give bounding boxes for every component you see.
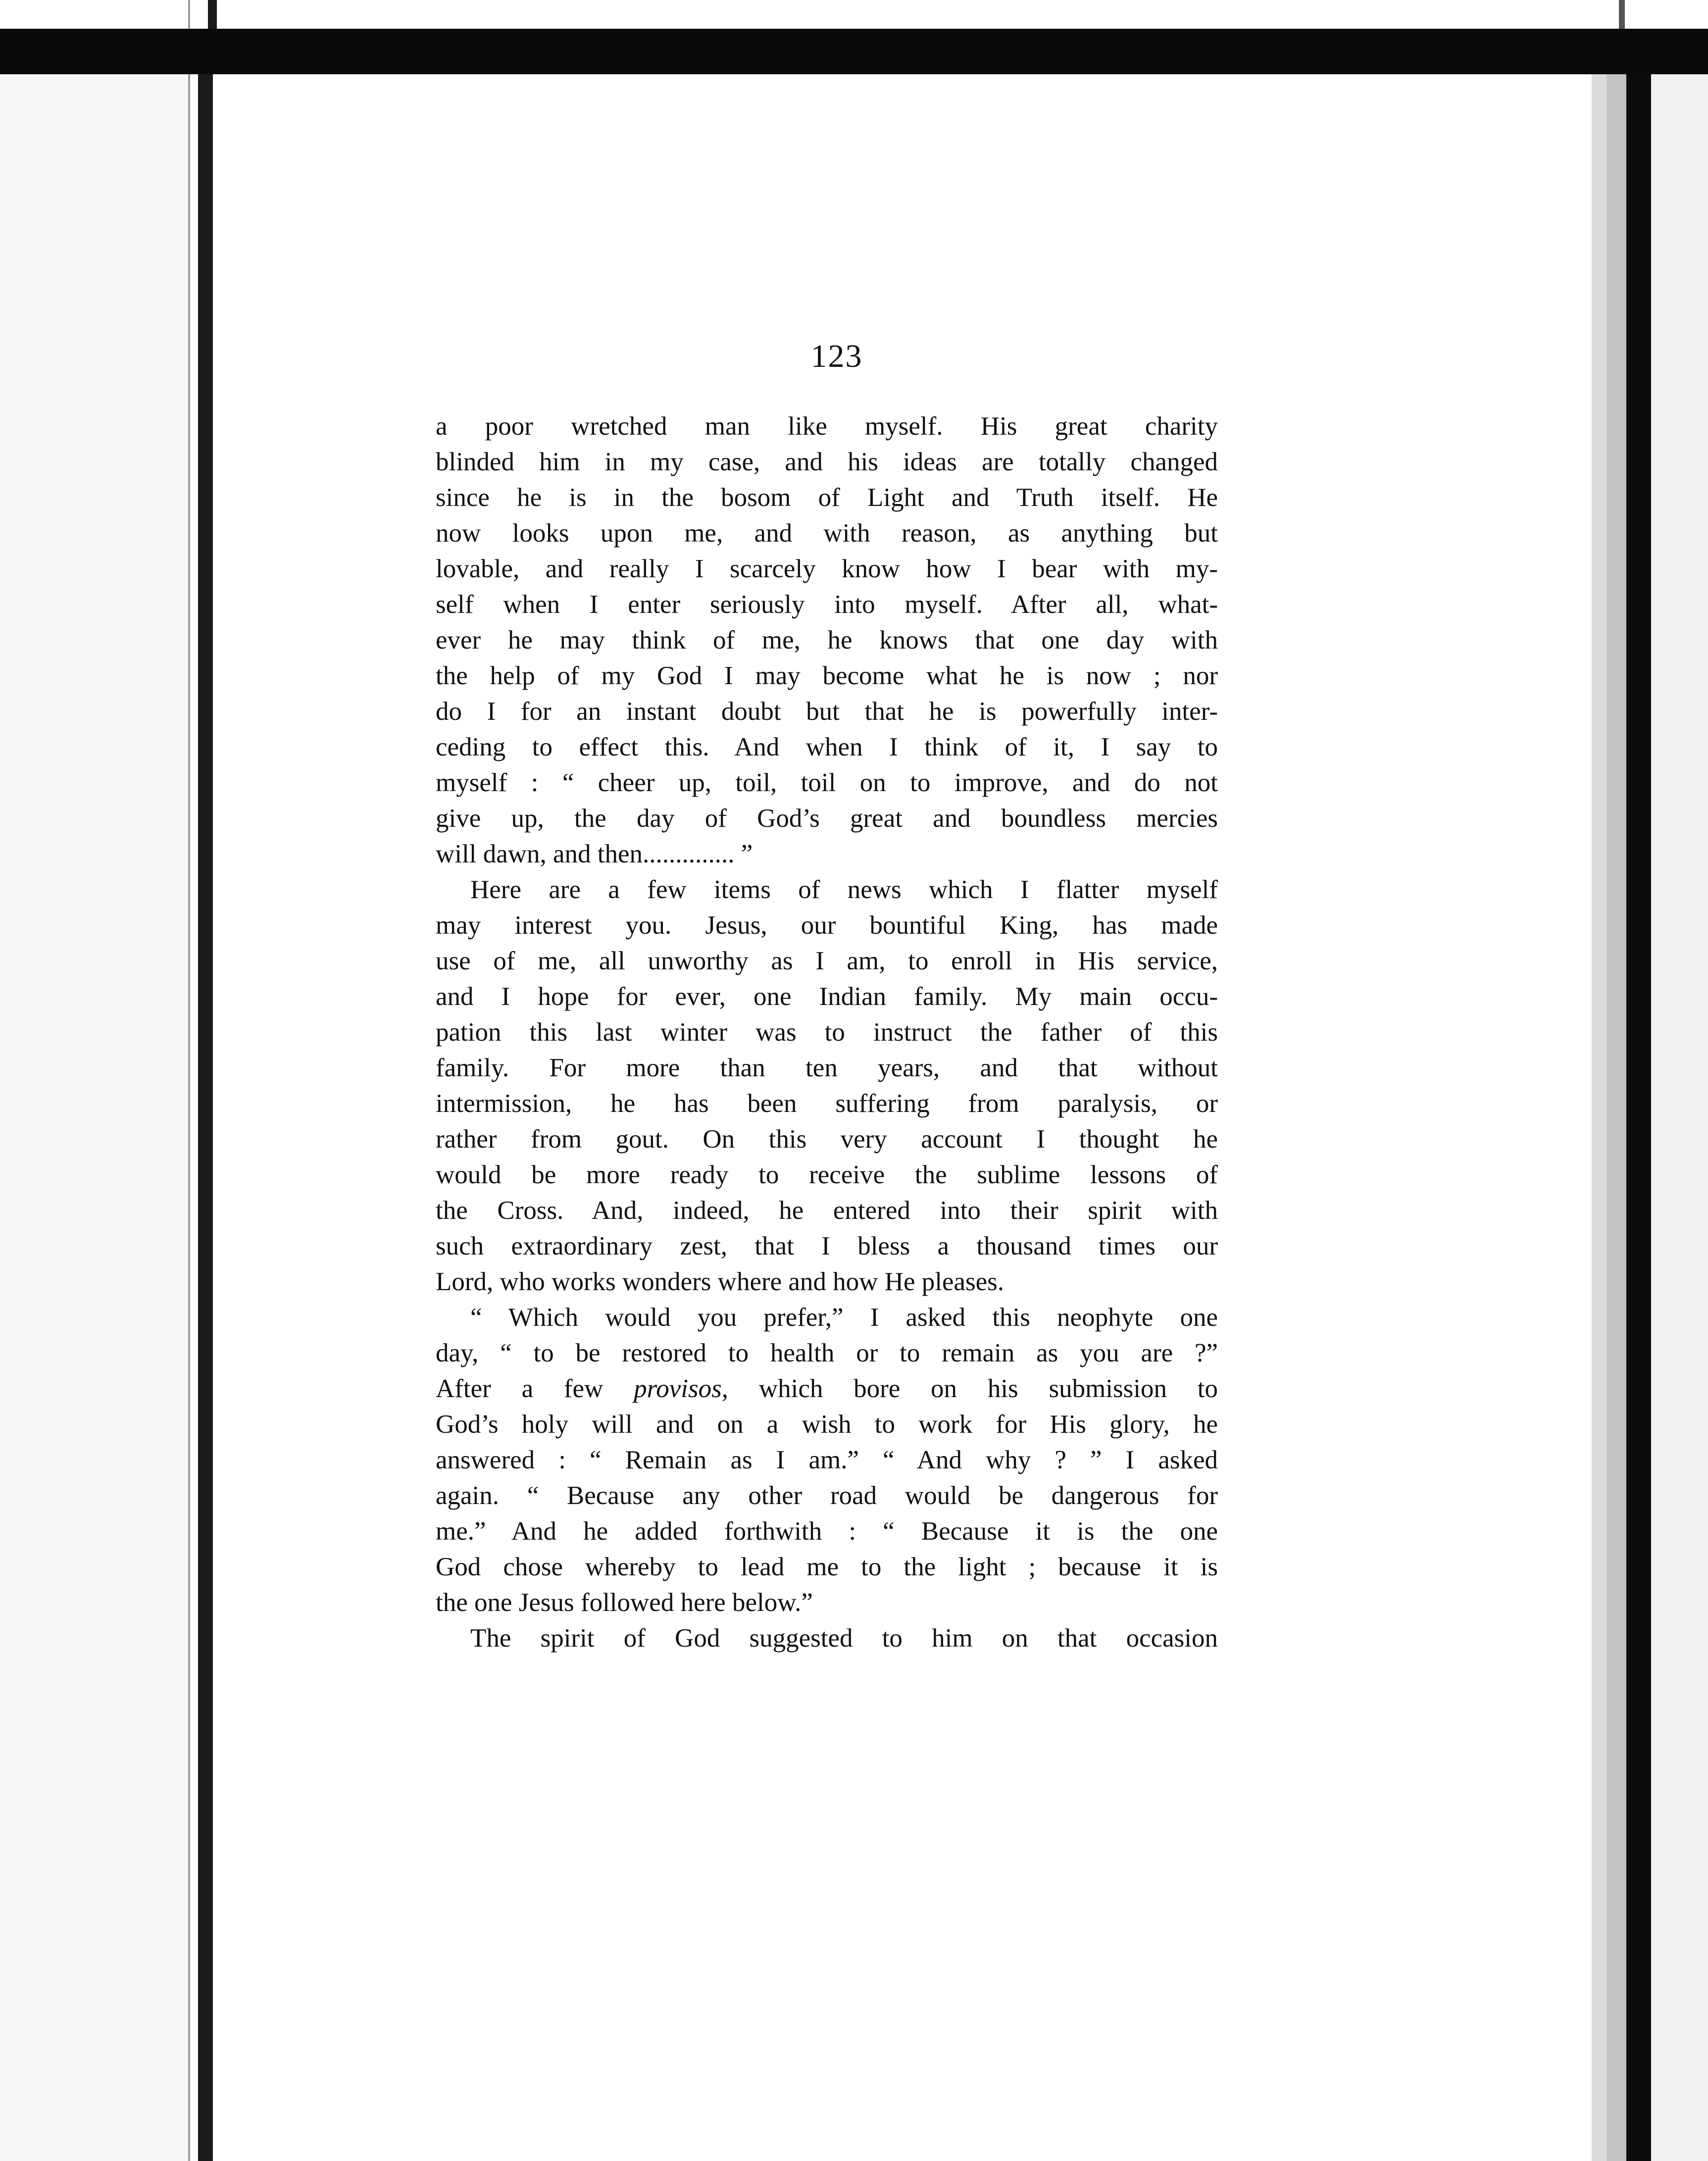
left-edge-line: [188, 0, 190, 2161]
page-gutter-shadow: [198, 74, 213, 2161]
text-line: ever he may think of me, he knows that one day with: [436, 626, 1218, 654]
text-line: blinded him in my case, and his ideas are totally changed: [436, 448, 1218, 476]
text-line: self when I enter seriously into myself. After all, what-: [436, 590, 1218, 619]
text-line: a poor wretched man like myself. His great charity: [436, 412, 1218, 441]
text-line: After a few provisos, which bore on his submission to: [436, 1374, 1218, 1403]
page-number: 123: [810, 338, 863, 374]
text-line: pation this last winter was to instruct the father of this: [436, 1018, 1218, 1047]
text-line: me.” And he added forthwith : “ Because it is the one: [436, 1517, 1218, 1546]
text-line: do I for an instant doubt but that he is powerfully inter-: [436, 697, 1218, 726]
text-line: rather from gout. On this very account I thought he: [436, 1125, 1218, 1154]
text-line: Here are a few items of news which I flatter myself: [470, 875, 1218, 904]
text-line: give up, the day of God’s great and boundless mercies: [436, 804, 1218, 833]
text-line: the help of my God I may become what he is now ; nor: [436, 661, 1218, 690]
text-line: since he is in the bosom of Light and Truth itself. He: [436, 483, 1218, 512]
right-edge-shadow: [1592, 74, 1607, 2161]
right-page-margin: [1651, 74, 1708, 2161]
text-line: “ Which would you prefer,” I asked this neophyte one: [470, 1303, 1218, 1332]
microfilm-top-tick: [208, 0, 217, 29]
text-line: The spirit of God suggested to him on that occasion: [470, 1624, 1218, 1653]
text-line: ceding to effect this. And when I think of it, I say to: [436, 733, 1218, 761]
microfilm-right-band: [1626, 74, 1651, 2161]
microfilm-top-tick: [1619, 0, 1625, 29]
text-line: will dawn, and then.............. ”: [436, 840, 753, 868]
text-line: God chose whereby to lead me to the light ; because it is: [436, 1553, 1218, 1581]
text-line: again. “ Because any other road would be dangerous for: [436, 1481, 1218, 1510]
text-line: family. For more than ten years, and that without: [436, 1054, 1218, 1082]
text-line: day, “ to be restored to health or to remain as you are ?”: [436, 1339, 1218, 1367]
text-line: and I hope for ever, one Indian family. My main occu-: [436, 982, 1218, 1011]
text-line: may interest you. Jesus, our bountiful King, has made: [436, 911, 1218, 940]
text-line: answered : “ Remain as I am.” “ And why ? ” I asked: [436, 1446, 1218, 1474]
text-line: God’s holy will and on a wish to work for His glory, he: [436, 1410, 1218, 1439]
text-line: now looks upon me, and with reason, as anything but: [436, 519, 1218, 548]
text-line: Lord, who works wonders where and how He pleases.: [436, 1267, 1005, 1296]
right-edge-shadow: [1607, 74, 1626, 2161]
body-text: [436, 408, 1218, 1656]
microfilm-top-band: [0, 29, 1708, 74]
text-line: intermission, he has been suffering from paralysis, or: [436, 1089, 1218, 1118]
text-line: the Cross. And, indeed, he entered into their spirit with: [436, 1196, 1218, 1225]
text-line: such extraordinary zest, that I bless a thousand times our: [436, 1232, 1218, 1260]
text-line: use of me, all unworthy as I am, to enroll in His service,: [436, 947, 1218, 975]
text-line: myself : “ cheer up, toil, toil on to improve, and do not: [436, 768, 1218, 797]
text-line: the one Jesus followed here below.”: [436, 1588, 813, 1617]
left-page-margin: [0, 74, 189, 2161]
text-line: would be more ready to receive the sublime lessons of: [436, 1160, 1218, 1189]
text-line: lovable, and really I scarcely know how I bear with my-: [436, 554, 1218, 583]
italic-word: provisos: [634, 1374, 722, 1403]
